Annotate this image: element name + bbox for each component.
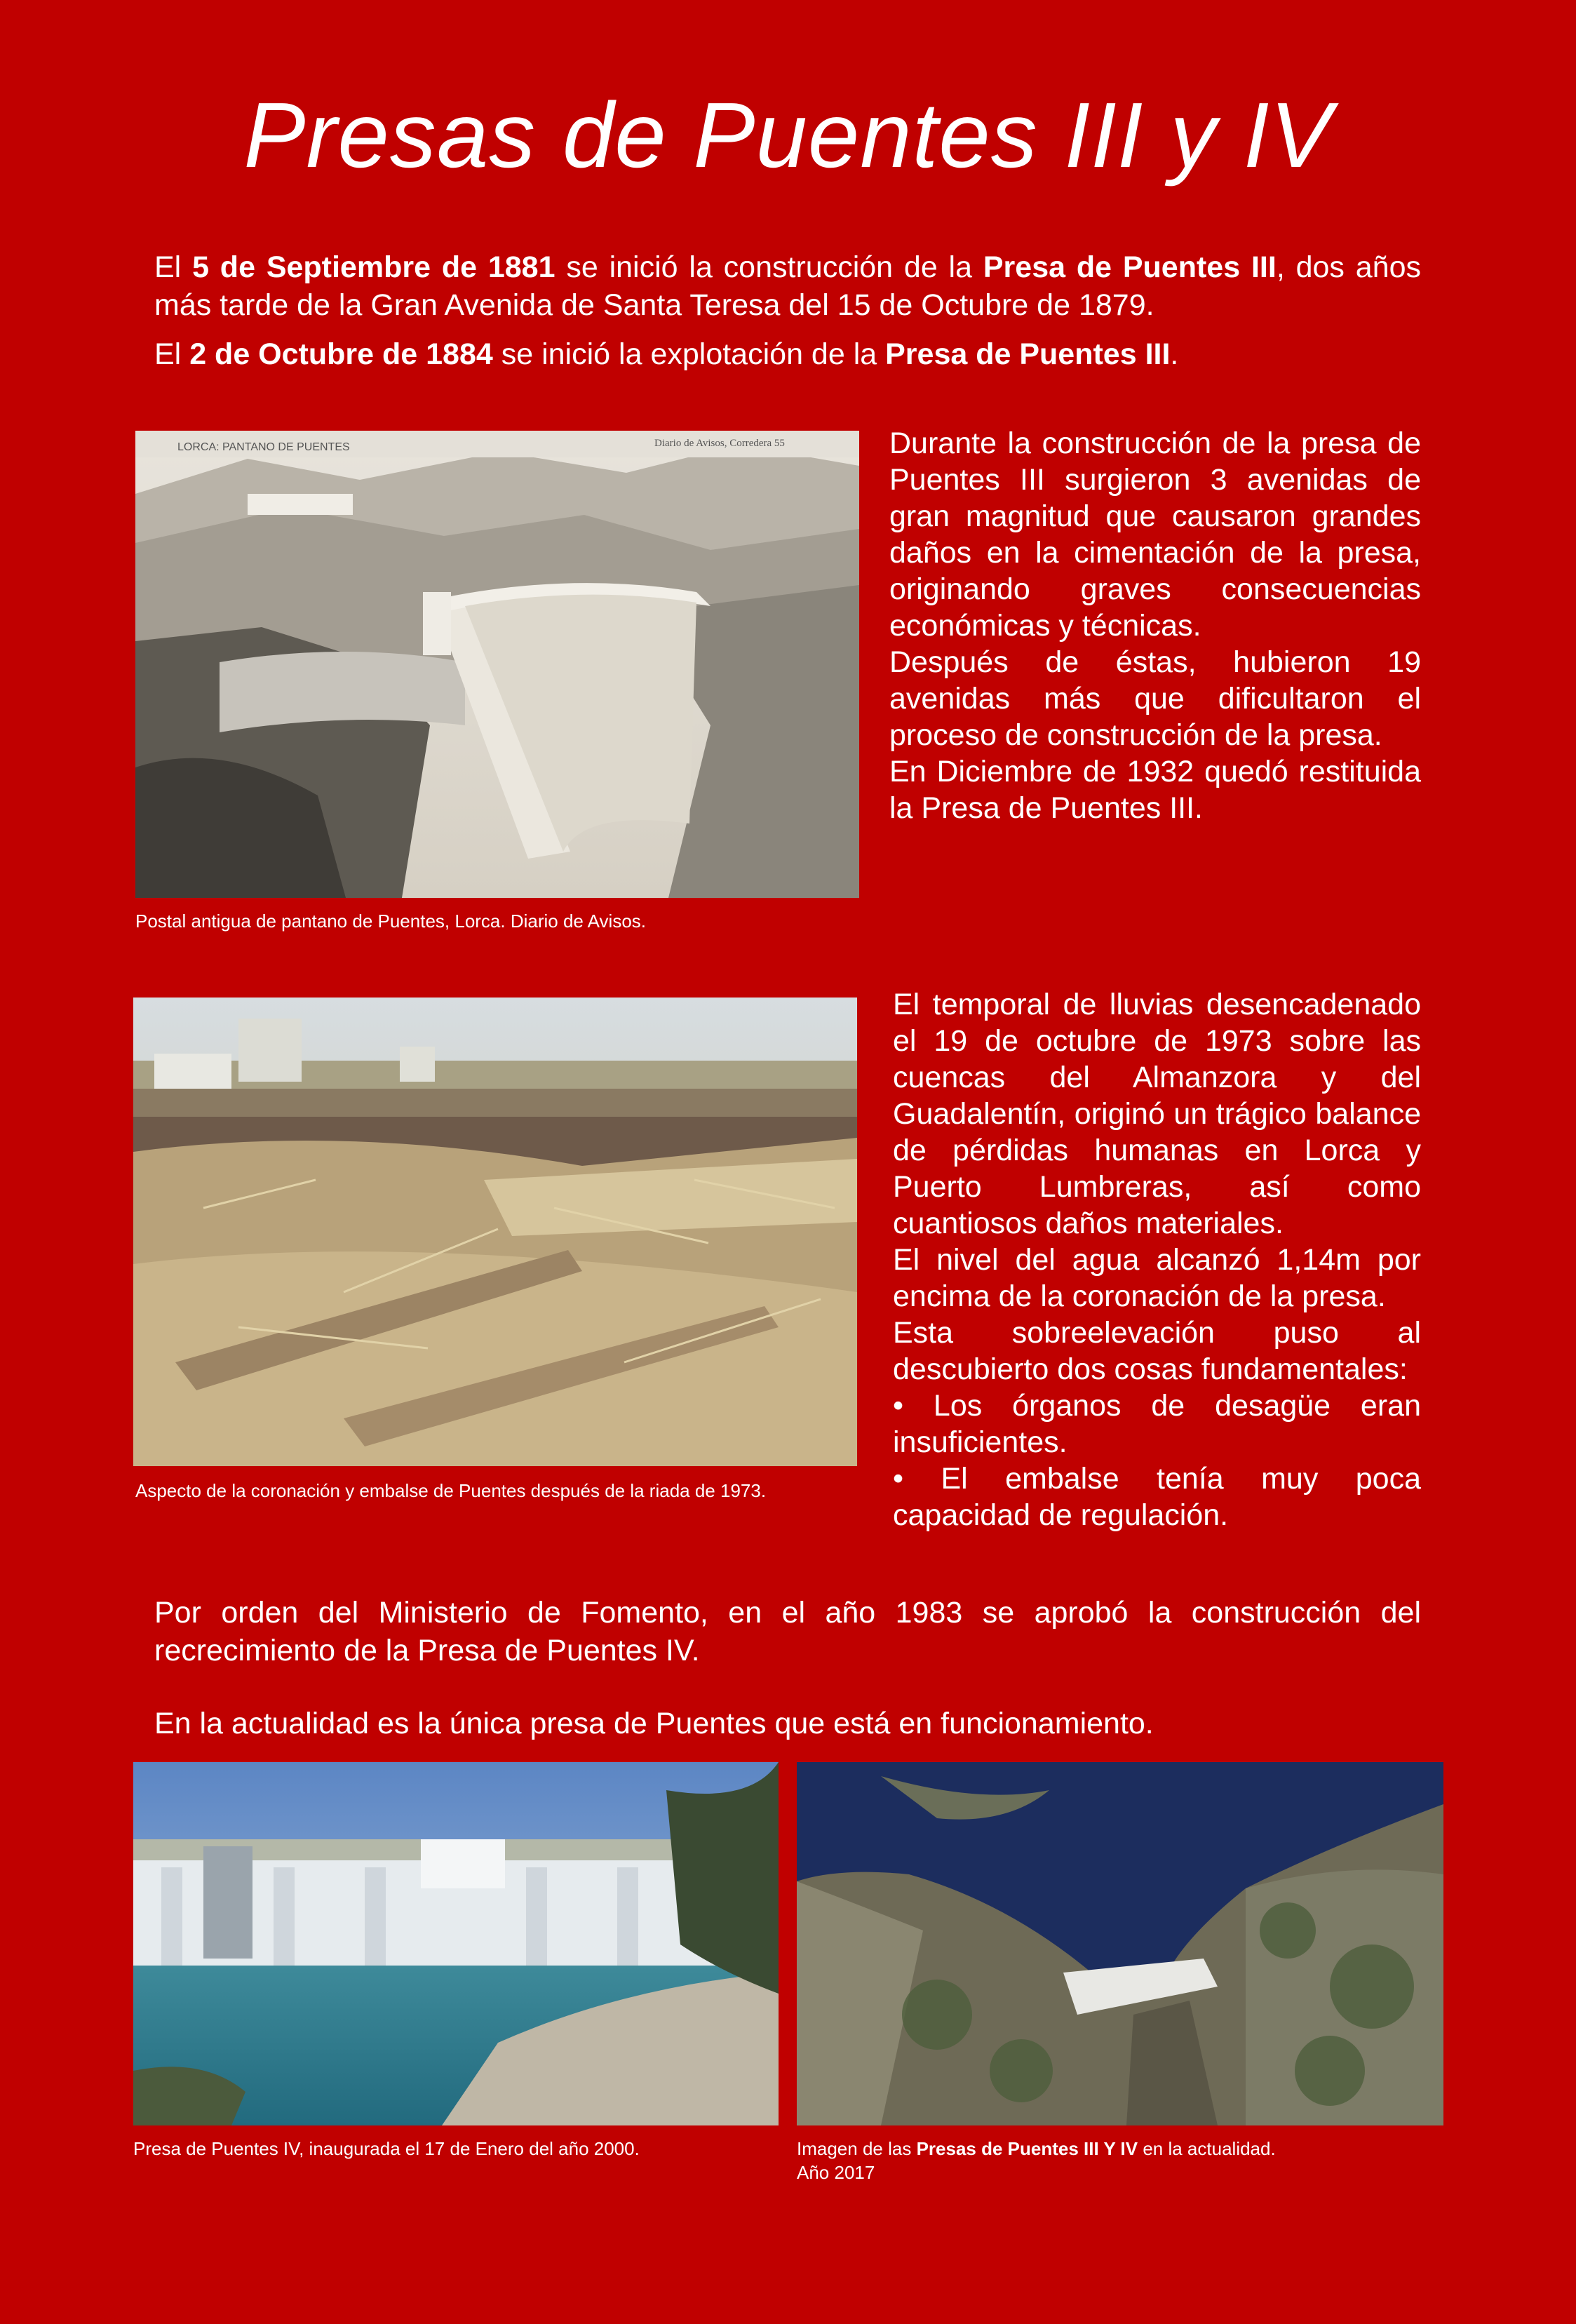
flood-debris-icon [133,998,857,1466]
puentes-iv-caption: Presa de Puentes IV, inaugurada el 17 de Enero del año 2000. [133,2138,640,2159]
section2-bullet: • El embalse tenía muy poca capacidad de regulación. [893,1462,1421,1532]
puentes-iv-dam-photo [133,1762,779,2125]
postcard-dam-icon [135,431,859,898]
section2-text [893,986,1421,1533]
section1-paragraph: Después de éstas, hubieron 19 avenidas más que dificultaron el proceso de construcción de la presa. [889,645,1421,752]
postcard-caption: Postal antigua de pantano de Puentes, Lorca. Diario de Avisos. [135,911,647,932]
section2-paragraph: El temporal de lluvias desencadenado el 19 de octubre de 1973 sobre las cuencas del Almanzora y del Guadalentín, originó un trágico balance de pérdidas humanas en Lorca y Puerto Lumbreras, así como cuantiosos daños materiales. [893,988,1421,1240]
section2-paragraph: Esta sobreelevación puso al descubierto dos cosas fundamentales: [893,1316,1421,1386]
postcard-dam-photo [135,431,859,898]
section1-paragraph: En Diciembre de 1932 quedó restituida la Presa de Puentes III. [889,755,1421,825]
postcard-print-left: LORCA: PANTANO DE PUENTES [177,441,350,453]
puentes-iv-dam-icon [133,1762,779,2125]
aerial-dams-icon [797,1762,1443,2125]
aerial-dams-photo [797,1762,1443,2125]
flood-caption: Aspecto de la coronación y embalse de Puentes después de la riada de 1973. [135,1480,767,1501]
section3-paragraph-2: En la actualidad es la única presa de Puentes que está en funcionamiento. [154,1707,1154,1740]
flood-debris-photo [133,998,857,1466]
section2-bullet: • Los órganos de desagüe eran insuficientes. [893,1389,1421,1459]
section1-paragraph: Durante la construcción de la presa de Puentes III surgieron 3 avenidas de gran magnitud que causaron grandes daños en la cimentación de la presa, originando graves consecuencias económicas y técnicas. [889,426,1421,643]
postcard-print-right: Diario de Avisos, Corredera 55 [654,438,785,449]
section3-paragraph-1: Por orden del Ministerio de Fomento, en el año 1983 se aprobó la construcción del recrecimiento de la Presa de Puentes IV. [154,1596,1421,1667]
intro-paragraph-2: El 2 de Octubre de 1884 se inició la explotación de la Presa de Puentes III. [154,337,1179,371]
section1-text [889,425,1421,826]
intro-paragraph-1: El 5 de Septiembre de 1881 se inició la construcción de la Presa de Puentes III, dos años más tarde de la Gran Avenida de Santa Teresa del 15 de Octubre de 1879. [154,250,1421,322]
page-title: Presas de Puentes III y IV [243,83,1333,187]
section2-paragraph: El nivel del agua alcanzó 1,14m por encima de la coronación de la presa. [893,1243,1421,1313]
aerial-caption: Imagen de las Presas de Puentes III Y IV en la actualidad. Año 2017 [797,2138,1276,2183]
